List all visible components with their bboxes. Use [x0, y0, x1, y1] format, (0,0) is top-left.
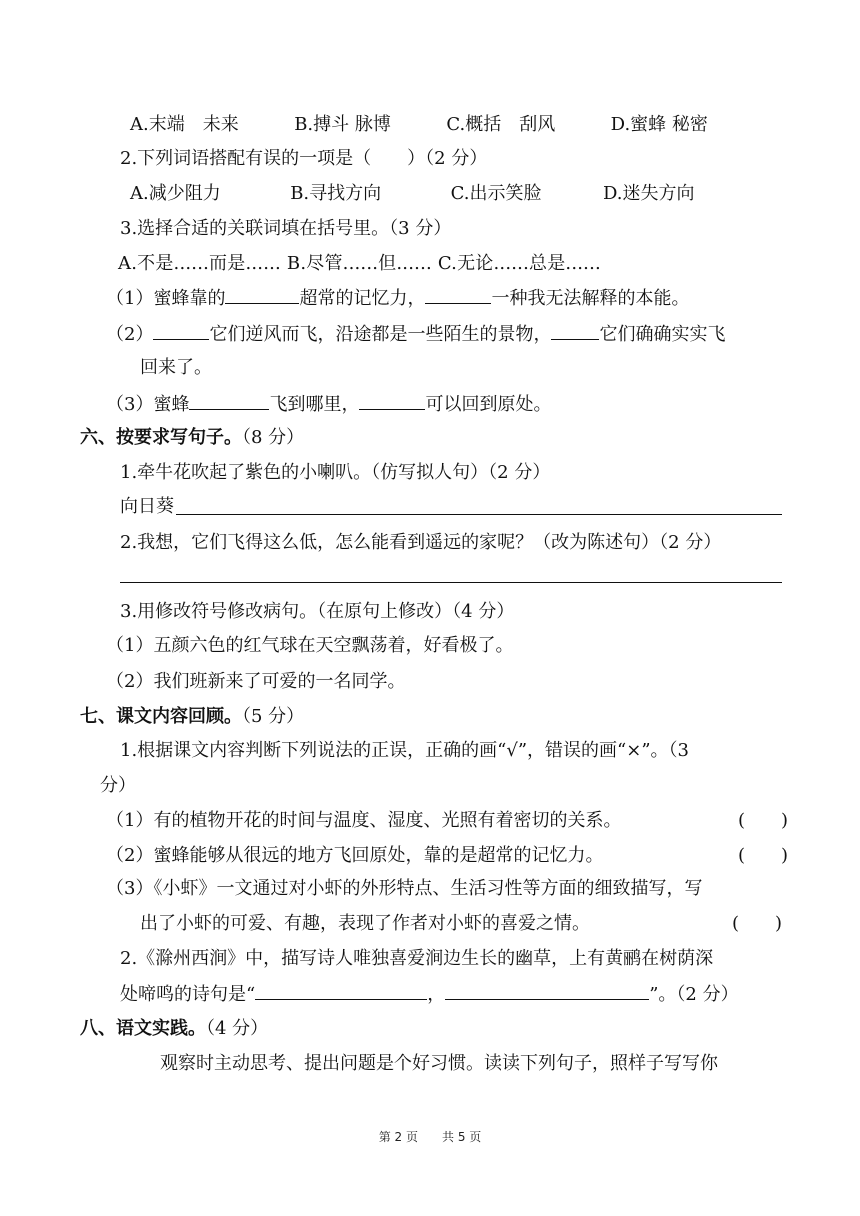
blank[interactable]: [359, 391, 425, 410]
q3-sentence-2-cont: 回来了。: [140, 357, 212, 378]
q8-paragraph: 观察时主动思考、提出问题是个好习惯。读读下列句子，照样子写写你: [160, 1053, 718, 1074]
option-c: C.概括 刮风: [446, 114, 556, 135]
option-d: D.蜜蜂 秘密: [610, 114, 708, 135]
q7-item-2-line-1: 2.《滁州西涧》中，描写诗人唯独喜爱涧边生长的幽草，上有黄鹂在树荫深: [120, 948, 714, 969]
page-number: 第 2 页 共 5 页: [378, 1130, 482, 1144]
answer-paren[interactable]: ( ): [732, 913, 783, 934]
option-b: B.搏斗 脉博: [294, 114, 391, 135]
q6-item-3-1: （1）五颜六色的红气球在天空飘荡着，好看极了。: [106, 635, 514, 656]
q3-sentence-3: （3）蜜蜂 飞到哪里， 可以回到原处。: [106, 391, 551, 418]
blank[interactable]: [425, 285, 491, 304]
blank[interactable]: [225, 285, 299, 304]
answer-paren[interactable]: ( ): [738, 810, 789, 831]
blank[interactable]: [189, 391, 269, 410]
q1-options: [130, 112, 708, 138]
blank[interactable]: [445, 981, 649, 1000]
blank[interactable]: [551, 321, 599, 340]
q3-options: A.不是......而是...... B.尽管......但...... C.无论......总是......: [118, 253, 601, 274]
q6-item-2: 2.我想，它们飞得这么低，怎么能看到遥远的家呢？（改为陈述句）（2 分）: [120, 532, 722, 553]
blank[interactable]: [153, 321, 209, 340]
answer-paren[interactable]: ( ): [738, 845, 789, 866]
q2-stem: 2.下列词语搭配有误的一项是（ ）（2 分）: [120, 148, 488, 169]
answer-line[interactable]: [176, 514, 782, 515]
q7-item-1-line-2: 分）: [100, 775, 136, 796]
section-7-heading: 七、课文内容回顾。（5 分）: [80, 706, 305, 727]
q6-item-1-prefix: 向日葵: [120, 496, 174, 517]
judge-3-line-2: 出了小虾的可爱、有趣，表现了作者对小虾的喜爱之情。: [140, 913, 590, 934]
option-a: A.末端 未来: [130, 114, 239, 135]
blank[interactable]: [255, 981, 427, 1000]
q3-stem: 3.选择合适的关联词填在括号里。（3 分）: [120, 218, 452, 239]
q7-item-2-line-2: 处啼鸣的诗句是“ ， ”。（2 分）: [120, 981, 739, 1008]
q2-options: [130, 181, 694, 207]
q6-item-3: 3.用修改符号修改病句。（在原句上修改）（4 分）: [120, 601, 515, 622]
q3-sentence-2: （2） 它们逆风而飞，沿途都是一些陌生的景物， 它们确确实实飞: [106, 321, 725, 348]
q3-sentence-1: （1）蜜蜂靠的 超常的记忆力， 一种我无法解释的本能。: [106, 285, 689, 312]
q7-item-1-line-1: 1.根据课文内容判断下列说法的正误，正确的画“√”，错误的画“×”。（3: [120, 740, 689, 761]
judge-1: （1）有的植物开花的时间与温度、湿度、光照有着密切的关系。: [106, 810, 622, 831]
option-d: D.迷失方向: [602, 183, 695, 204]
q6-item-3-2: （2）我们班新来了可爱的一名同学。: [106, 671, 406, 692]
option-b: B.寻找方向: [290, 183, 382, 204]
judge-2: （2）蜜蜂能够从很远的地方飞回原处，靠的是超常的记忆力。: [106, 845, 604, 866]
option-c: C.出示笑脸: [450, 183, 542, 204]
q6-item-1: 1.牵牛花吹起了紫色的小喇叭。（仿写拟人句）（2 分）: [120, 462, 551, 483]
answer-line[interactable]: [120, 582, 782, 583]
option-a: A.减少阻力: [130, 183, 221, 204]
section-6-heading: 六、按要求写句子。（8 分）: [80, 427, 305, 448]
section-8-heading: 八、语文实践。（4 分）: [80, 1018, 269, 1039]
judge-3-line-1: （3）《小虾》一文通过对小虾的外形特点、生活习性等方面的细致描写，写: [106, 878, 703, 899]
